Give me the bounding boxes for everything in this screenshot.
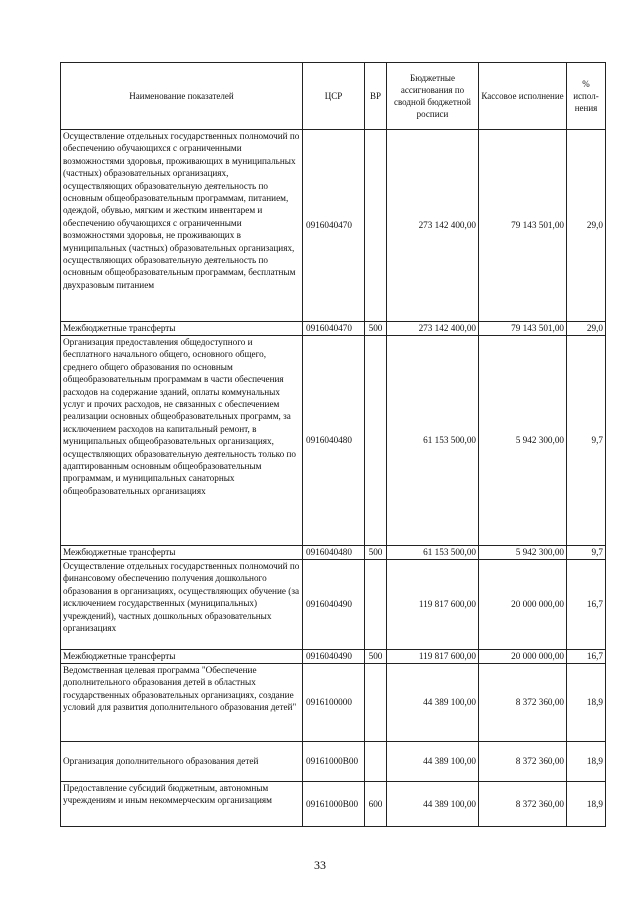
row-name: Осуществление отдельных государственных полномочий по финансовому обеспечению получения дошкольного образования в организациях, осуществляющих обучение (за исключением государственных (муниципальных) учреждений), частных дошкольных образовательных организациях	[61, 560, 303, 650]
row-cash: 5 942 300,00	[479, 546, 567, 560]
row-budget: 119 817 600,00	[387, 560, 479, 650]
page-number: 33	[314, 858, 326, 872]
row-csr: 09161000В00	[303, 742, 365, 782]
header-vr: ВР	[365, 63, 387, 130]
row-vr	[365, 664, 387, 742]
table-row	[61, 650, 606, 664]
row-name: Организация предоставления общедоступного и бесплатного начального общего, основного общего, среднего общего образования по основным общеобразовательным программам в части обеспечения расходов на содержание зданий, оплаты коммунальных услуг и прочих расходов, не связанных с обеспечением реализации основных общеобразовательных программ, за исключением расходов на капитальный ремонт, в муниципальных общеобразовательных организациях, осуществляющих образовательную деятельность только по адаптированным основным общеобразовательным программам, и муниципальных санаторных общеобразовательных организациях	[61, 336, 303, 546]
row-csr: 0916040490	[303, 650, 365, 664]
row-name: Организация дополнительного образования детей	[61, 742, 303, 782]
row-csr: 0916040490	[303, 560, 365, 650]
row-csr: 0916040480	[303, 336, 365, 546]
row-vr	[365, 130, 387, 322]
row-percent: 9,7	[567, 546, 606, 560]
row-percent: 18,9	[567, 664, 606, 742]
header-cash: Кассовое исполнение	[479, 63, 567, 130]
row-percent: 29,0	[567, 130, 606, 322]
row-name: Межбюджетные трансферты	[61, 546, 303, 560]
row-cash: 79 143 501,00	[479, 322, 567, 336]
row-percent: 18,9	[567, 782, 606, 827]
row-cash: 20 000 000,00	[479, 560, 567, 650]
table-row	[61, 322, 606, 336]
table-row	[61, 336, 606, 546]
row-cash: 20 000 000,00	[479, 650, 567, 664]
row-name: Межбюджетные трансферты	[61, 322, 303, 336]
header-csr: ЦСР	[303, 63, 365, 130]
row-vr	[365, 742, 387, 782]
table-row	[61, 782, 606, 827]
row-cash: 79 143 501,00	[479, 130, 567, 322]
row-csr: 0916040470	[303, 130, 365, 322]
row-budget: 44 389 100,00	[387, 742, 479, 782]
table-row	[61, 130, 606, 322]
row-percent: 29,0	[567, 322, 606, 336]
row-budget: 61 153 500,00	[387, 336, 479, 546]
row-vr: 500	[365, 650, 387, 664]
budget-execution-table	[60, 62, 606, 827]
row-vr: 600	[365, 782, 387, 827]
row-vr	[365, 560, 387, 650]
row-percent: 16,7	[567, 560, 606, 650]
row-name: Предоставление субсидий бюджетным, автономным учреждениям и иным некоммерческим организациям	[61, 782, 303, 827]
row-csr: 0916100000	[303, 664, 365, 742]
table-row	[61, 560, 606, 650]
row-csr: 09161000В00	[303, 782, 365, 827]
row-vr: 500	[365, 546, 387, 560]
row-cash: 8 372 360,00	[479, 782, 567, 827]
row-budget: 44 389 100,00	[387, 782, 479, 827]
row-cash: 8 372 360,00	[479, 664, 567, 742]
header-row	[61, 63, 606, 130]
row-vr	[365, 336, 387, 546]
row-csr: 0916040470	[303, 322, 365, 336]
row-cash: 5 942 300,00	[479, 336, 567, 546]
row-budget: 119 817 600,00	[387, 650, 479, 664]
header-percent: % испол-нения	[567, 63, 606, 130]
table-row	[61, 664, 606, 742]
header-budget: Бюджетные ассигнования по сводной бюджетной росписи	[387, 63, 479, 130]
row-csr: 0916040480	[303, 546, 365, 560]
row-name: Осуществление отдельных государственных полномочий по обеспечению обучающихся с ограниченными возможностями здоровья, проживающих в муниципальных (частных) образовательных организациях, осуществляющих образовательную деятельность по основным общеобразовательным программам, питанием, одеждой, обувью, мягким и жестким инвентарем и обеспечению обучающихся с ограниченными возможностями здоровья, не проживающих в муниципальных (частных) образовательных организациях, осуществляющих образовательную деятельность по основным общеобразовательным программам, бесплатным двухразовым питанием	[61, 130, 303, 322]
row-budget: 273 142 400,00	[387, 322, 479, 336]
table-row	[61, 742, 606, 782]
row-percent: 18,9	[567, 742, 606, 782]
row-budget: 44 389 100,00	[387, 664, 479, 742]
row-percent: 16,7	[567, 650, 606, 664]
row-percent: 9,7	[567, 336, 606, 546]
table-row	[61, 546, 606, 560]
row-name: Ведомственная целевая программа "Обеспечение дополнительного образования детей в областных государственных образовательных организациях, создание условий для развития дополнительного образования детей"	[61, 664, 303, 742]
header-name: Наименование показателей	[61, 63, 303, 130]
row-vr: 500	[365, 322, 387, 336]
row-budget: 273 142 400,00	[387, 130, 479, 322]
row-budget: 61 153 500,00	[387, 546, 479, 560]
row-name: Межбюджетные трансферты	[61, 650, 303, 664]
row-cash: 8 372 360,00	[479, 742, 567, 782]
